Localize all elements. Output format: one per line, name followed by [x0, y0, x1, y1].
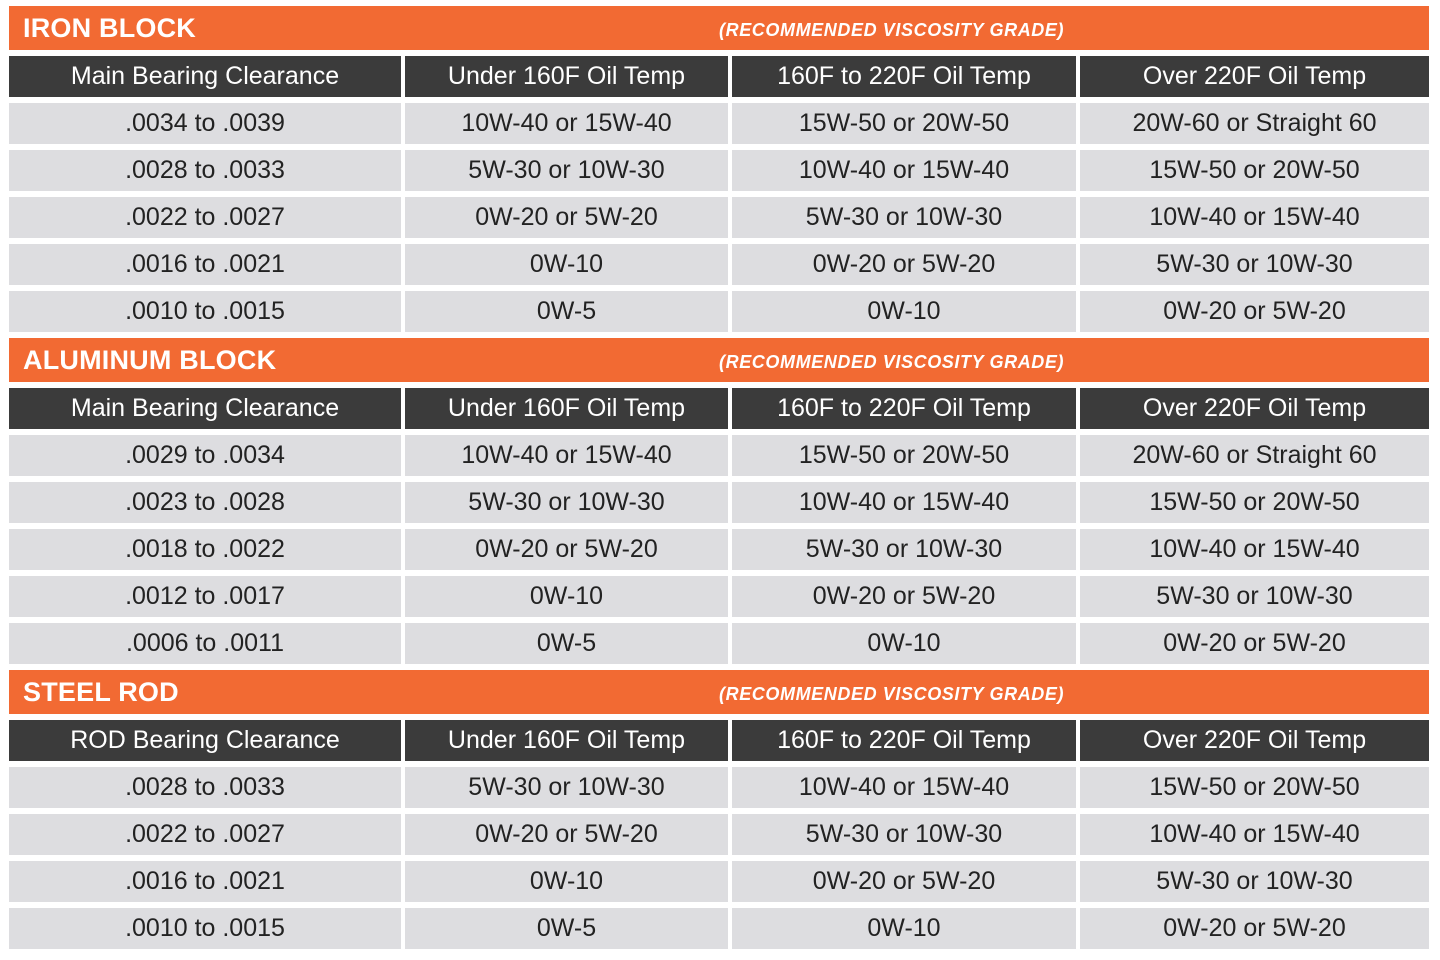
table-row [9, 291, 1429, 332]
grade-cell: 20W-60 or Straight 60 [1080, 435, 1429, 476]
column-header-row [9, 56, 1429, 97]
iron-block-section [9, 6, 1429, 332]
grade-cell: 5W-30 or 10W-30 [1080, 244, 1429, 285]
grade-cell: 10W-40 or 15W-40 [1080, 814, 1429, 855]
steel-rod-section [9, 670, 1429, 949]
column-header-160f-220f: 160F to 220F Oil Temp [732, 388, 1080, 429]
column-header-under-160f: Under 160F Oil Temp [405, 720, 732, 761]
grade-cell: 0W-20 or 5W-20 [732, 861, 1080, 902]
aluminum-block-section [9, 338, 1429, 664]
column-header-under-160f: Under 160F Oil Temp [405, 388, 732, 429]
grade-cell: 0W-10 [405, 861, 732, 902]
column-header-clearance: ROD Bearing Clearance [9, 720, 405, 761]
grade-cell: 0W-10 [732, 908, 1080, 949]
clearance-cell: .0023 to .0028 [9, 482, 405, 523]
section-title: ALUMINUM BLOCK [23, 345, 277, 375]
grade-cell: 10W-40 or 15W-40 [1080, 529, 1429, 570]
section-title: IRON BLOCK [23, 13, 196, 43]
clearance-cell: .0012 to .0017 [9, 576, 405, 617]
grade-cell: 0W-10 [405, 244, 732, 285]
column-header-clearance: Main Bearing Clearance [9, 388, 405, 429]
grade-cell: 0W-20 or 5W-20 [405, 814, 732, 855]
column-header-row [9, 720, 1429, 761]
column-header-row [9, 388, 1429, 429]
section-header [9, 6, 1429, 50]
clearance-cell: .0022 to .0027 [9, 197, 405, 238]
column-header-under-160f: Under 160F Oil Temp [405, 56, 732, 97]
clearance-cell: .0010 to .0015 [9, 291, 405, 332]
clearance-cell: .0016 to .0021 [9, 861, 405, 902]
section-subtitle: (RECOMMENDED VISCOSITY GRADE) [719, 684, 1065, 704]
table-row [9, 861, 1429, 902]
table-row [9, 623, 1429, 664]
section-header [9, 338, 1429, 382]
table-row [9, 814, 1429, 855]
column-header-160f-220f: 160F to 220F Oil Temp [732, 720, 1080, 761]
clearance-cell: .0028 to .0033 [9, 767, 405, 808]
column-header-160f-220f: 160F to 220F Oil Temp [732, 56, 1080, 97]
grade-cell: 0W-10 [405, 576, 732, 617]
grade-cell: 5W-30 or 10W-30 [405, 150, 732, 191]
grade-cell: 0W-5 [405, 291, 732, 332]
section-subtitle: (RECOMMENDED VISCOSITY GRADE) [719, 20, 1065, 40]
section-title: STEEL ROD [23, 677, 179, 707]
clearance-cell: .0022 to .0027 [9, 814, 405, 855]
clearance-cell: .0016 to .0021 [9, 244, 405, 285]
section-subtitle: (RECOMMENDED VISCOSITY GRADE) [719, 352, 1065, 372]
grade-cell: 5W-30 or 10W-30 [732, 814, 1080, 855]
grade-cell: 5W-30 or 10W-30 [1080, 576, 1429, 617]
grade-cell: 20W-60 or Straight 60 [1080, 103, 1429, 144]
table-row [9, 767, 1429, 808]
grade-cell: 10W-40 or 15W-40 [732, 482, 1080, 523]
column-header-clearance: Main Bearing Clearance [9, 56, 405, 97]
grade-cell: 0W-20 or 5W-20 [1080, 623, 1429, 664]
clearance-cell: .0006 to .0011 [9, 623, 405, 664]
viscosity-chart [9, 6, 1429, 955]
grade-cell: 0W-20 or 5W-20 [405, 197, 732, 238]
grade-cell: 15W-50 or 20W-50 [1080, 150, 1429, 191]
grade-cell: 10W-40 or 15W-40 [405, 435, 732, 476]
grade-cell: 10W-40 or 15W-40 [405, 103, 732, 144]
table-row [9, 908, 1429, 949]
table-row [9, 435, 1429, 476]
table-row [9, 150, 1429, 191]
grade-cell: 5W-30 or 10W-30 [405, 767, 732, 808]
grade-cell: 0W-10 [732, 291, 1080, 332]
grade-cell: 5W-30 or 10W-30 [732, 529, 1080, 570]
grade-cell: 0W-20 or 5W-20 [732, 244, 1080, 285]
grade-cell: 15W-50 or 20W-50 [1080, 482, 1429, 523]
grade-cell: 10W-40 or 15W-40 [732, 150, 1080, 191]
column-header-over-220f: Over 220F Oil Temp [1080, 720, 1429, 761]
grade-cell: 5W-30 or 10W-30 [405, 482, 732, 523]
grade-cell: 15W-50 or 20W-50 [1080, 767, 1429, 808]
grade-cell: 15W-50 or 20W-50 [732, 435, 1080, 476]
grade-cell: 10W-40 or 15W-40 [732, 767, 1080, 808]
grade-cell: 0W-20 or 5W-20 [1080, 908, 1429, 949]
grade-cell: 0W-20 or 5W-20 [732, 576, 1080, 617]
grade-cell: 5W-30 or 10W-30 [1080, 861, 1429, 902]
table-row [9, 529, 1429, 570]
table-row [9, 197, 1429, 238]
grade-cell: 15W-50 or 20W-50 [732, 103, 1080, 144]
grade-cell: 10W-40 or 15W-40 [1080, 197, 1429, 238]
column-header-over-220f: Over 220F Oil Temp [1080, 56, 1429, 97]
section-header [9, 670, 1429, 714]
grade-cell: 0W-5 [405, 908, 732, 949]
table-row [9, 103, 1429, 144]
grade-cell: 0W-20 or 5W-20 [405, 529, 732, 570]
grade-cell: 0W-20 or 5W-20 [1080, 291, 1429, 332]
clearance-cell: .0018 to .0022 [9, 529, 405, 570]
clearance-cell: .0034 to .0039 [9, 103, 405, 144]
table-row [9, 576, 1429, 617]
clearance-cell: .0029 to .0034 [9, 435, 405, 476]
column-header-over-220f: Over 220F Oil Temp [1080, 388, 1429, 429]
clearance-cell: .0010 to .0015 [9, 908, 405, 949]
grade-cell: 5W-30 or 10W-30 [732, 197, 1080, 238]
table-row [9, 244, 1429, 285]
grade-cell: 0W-10 [732, 623, 1080, 664]
grade-cell: 0W-5 [405, 623, 732, 664]
table-row [9, 482, 1429, 523]
clearance-cell: .0028 to .0033 [9, 150, 405, 191]
